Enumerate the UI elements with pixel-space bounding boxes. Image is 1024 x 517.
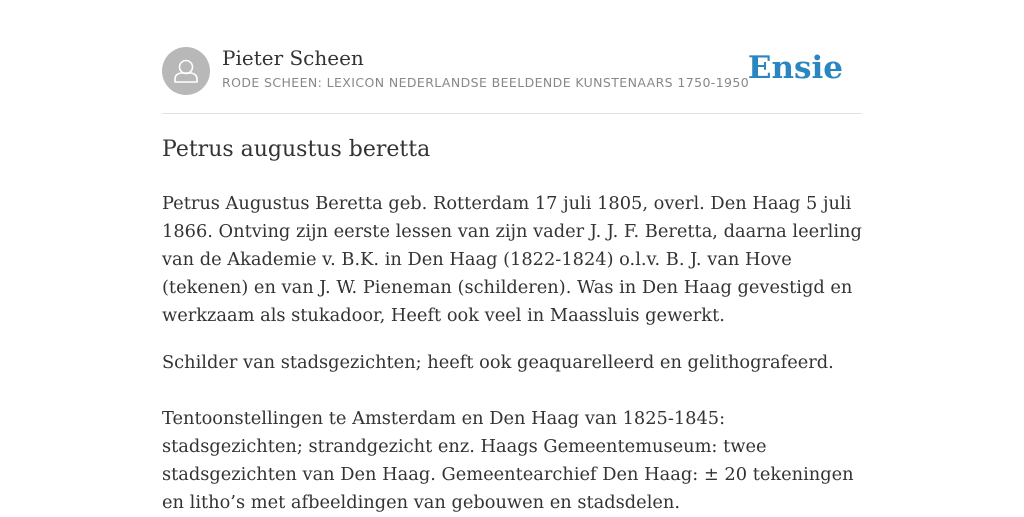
article-header <box>162 46 862 96</box>
article-paragraph: Schilder van stadsgezichten; heeft ook geaquarelleerd en gelithografeerd. <box>162 352 834 373</box>
article-paragraph: Petrus Augustus Beretta geb. Rotterdam 17 juli 1805, overl. Den Haag 5 juli 1866. Ontving zijn eerste lessen van zijn vader J. J. F. Beretta, daarna leerling van de Akademie v. B.K. in Den Haag (1822-1824) o.l.v. B. J. van Hove (tekenen) en van J. W. Pieneman (schilderen). Was in Den Haag gevestigd en werkzaam als stukadoor, Heeft ook veel in Maassluis gewerkt. <box>162 193 862 326</box>
user-icon <box>162 47 210 95</box>
article-paragraph: Tentoonstellingen te Amsterdam en Den Haag van 1825-1845: stadsgezichten; strandgezicht enz. Haags Gemeentemuseum: twee stadsgezichten van Den Haag. Gemeentearchief Den Haag: ± 20 tekeningen en litho’s met afbeeldingen van gebouwen en stadsdelen. <box>162 408 854 513</box>
author-avatar[interactable] <box>162 47 210 95</box>
header-divider <box>162 113 862 114</box>
source-name[interactable]: RODE SCHEEN: LEXICON NEDERLANDSE BEELDENDE KUNSTENAARS 1750-1950 <box>222 75 750 90</box>
ensie-logo[interactable]: Ensie <box>747 50 843 86</box>
author-name[interactable]: Pieter Scheen <box>222 46 364 70</box>
article-title: Petrus augustus beretta <box>162 137 431 162</box>
